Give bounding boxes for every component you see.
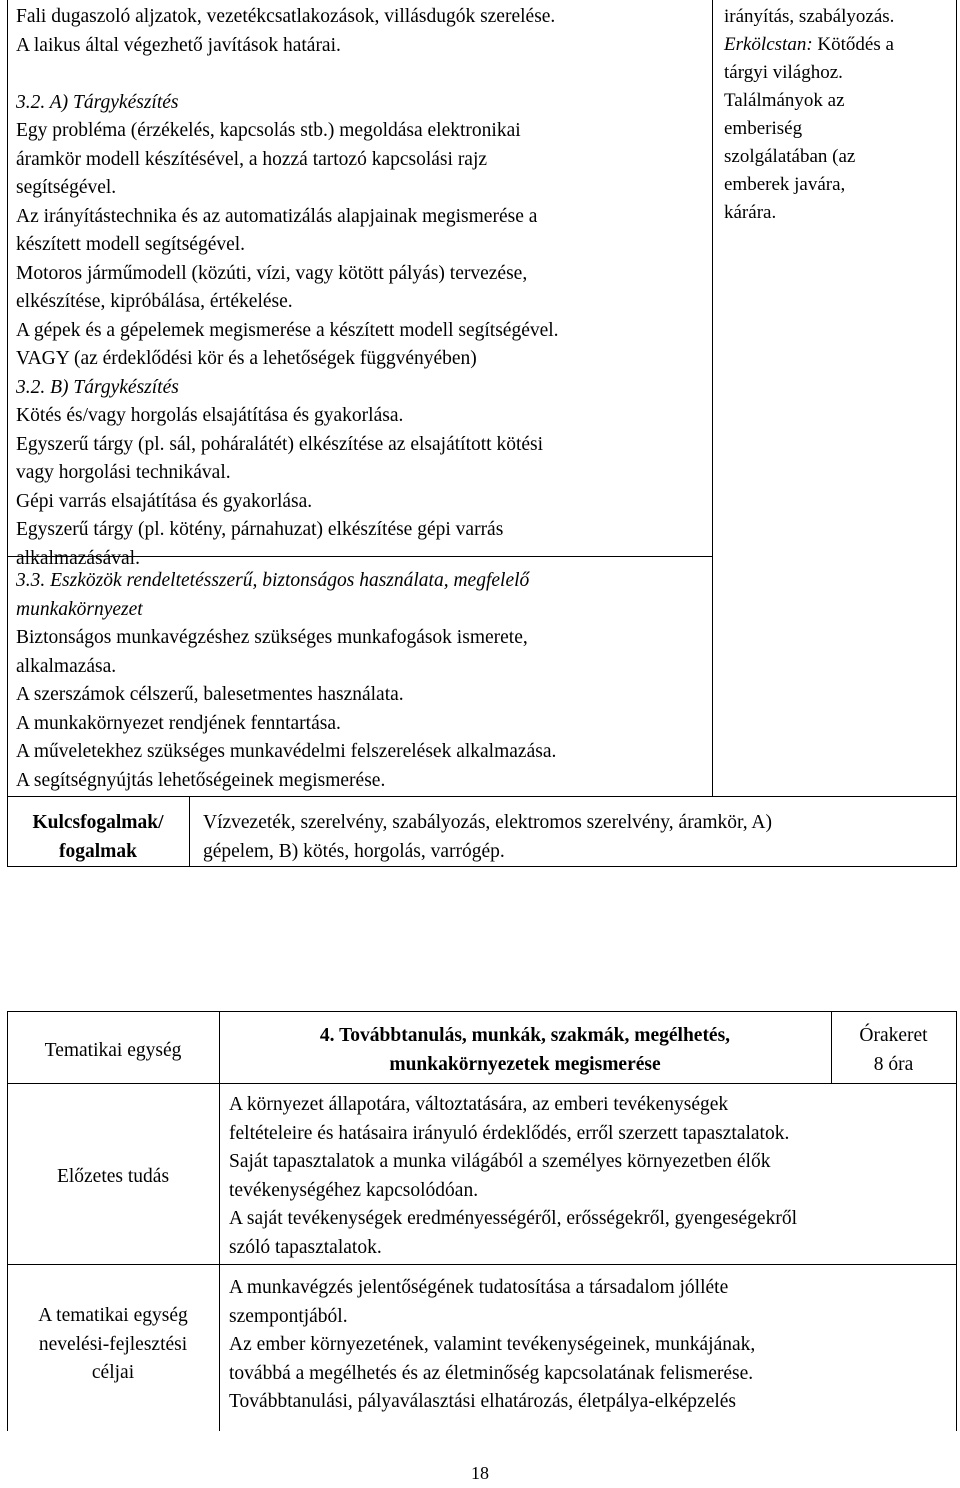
right-line-0: Kötődés a (817, 34, 894, 55)
text-line: Kötés és/vagy horgolás elsajátítása és gyakorlása. (16, 405, 404, 426)
table1-key-divider (189, 797, 190, 867)
table1-bottom-border (7, 866, 957, 867)
prior-line: tevékenységéhez kapcsolódóan. (229, 1179, 479, 1201)
table1-border-left (7, 0, 8, 867)
text-line: Egyszerű tárgy (pl. kötény, párnahuzat) elkészítése gépi varrás (16, 519, 504, 540)
hours-label: Órakeret (859, 1025, 928, 1046)
text-line: vagy horgolási technikával. (16, 462, 231, 483)
goals-line: Az ember környezetének, valamint tevékenységeinek, munkájának, (229, 1334, 756, 1355)
text-line: 3.2. B) Tárgykészítés (16, 376, 179, 398)
key-label-line-2: fogalmak (59, 840, 137, 862)
text-line: 3.2. A) Tárgykészítés (16, 91, 179, 113)
key-concepts-label (7, 809, 189, 866)
text-line: Motoros járműmodell (közúti, vízi, vagy kötött pályás) tervezése, (16, 262, 528, 284)
text-line: Fali dugaszoló aljzatok, vezetékcsatlakozások, villásdugók szerelése. (16, 6, 556, 27)
text-line: A laikus által végezhető javítások határai. (16, 34, 341, 56)
text-line: A szerszámok célszerű, balesetmentes használata. (16, 684, 404, 705)
text-line: Az irányítástechnika és az automatizálás alapjainak megismerése a (16, 205, 538, 227)
unit-label: Tematikai egység (44, 1040, 182, 1061)
text-line: VAGY (az érdeklődési kör és a lehetőségek függvényében) (16, 348, 477, 369)
table1-left-content-safety (16, 567, 556, 795)
key-concepts-value (203, 809, 772, 866)
goals-label-line-3: céljai (91, 1362, 135, 1383)
key-value-line-2: gépelem, B) kötés, horgolás, varrógép. (203, 840, 505, 862)
hours-value: 8 óra (873, 1053, 914, 1075)
right-first-line: irányítás, szabályozás. (724, 6, 895, 27)
text-line: munkakörnyezet (16, 598, 143, 620)
text-line: A segítségnyújtás lehetőségeinek megismerése. (16, 769, 386, 791)
text-line: áramkör modell készítésével, a hozzá tartozó kapcsolási rajz (16, 148, 488, 170)
table2-row-sep-2 (7, 1264, 957, 1265)
text-line: A műveletekhez szükséges munkavédelmi felszerelések alkalmazása. (16, 741, 557, 762)
prior-line: A környezet állapotára, változtatására, az emberi tevékenységek (229, 1094, 729, 1115)
prior-knowledge-content (229, 1091, 797, 1262)
prior-line: Saját tapasztalatok a munka világából a személyes környezetben élők (229, 1151, 771, 1172)
hours-box (831, 1022, 956, 1079)
text-line: A munkakörnyezet rendjének fenntartása. (16, 712, 341, 734)
goals-line: Továbbtanulási, pályaválasztási elhatározás, életpálya-elképzelés (229, 1391, 737, 1412)
text-line: Gépi varrás elsajátítása és gyakorlása. (16, 490, 313, 512)
text-line: készített modell segítségével. (16, 234, 246, 255)
text-line: alkalmazásával. (16, 547, 140, 569)
table1-border-right (956, 0, 957, 867)
right-line-2: Találmányok az (724, 90, 845, 111)
goals-content (229, 1274, 755, 1417)
table1-row-sep-2 (7, 796, 957, 797)
text-line: Egyszerű tárgy (pl. sál, poháralátét) elkészítése az elsajátított kötési (16, 433, 544, 455)
text-line: segítségével. (16, 177, 117, 198)
table2-top-border (7, 1011, 957, 1012)
goals-line: szempontjából. (229, 1305, 348, 1327)
text-line: Egy probléma (érzékelés, kapcsolás stb.) megoldása elektronikai (16, 120, 521, 141)
goals-line: továbbá a megélhetés és az életminőség kapcsolatának felismerése. (229, 1362, 754, 1384)
goals-label-line-1: A tematikai egység (38, 1305, 188, 1326)
table2-border-right (956, 1011, 957, 1431)
table1-left-content (16, 3, 559, 573)
page-number: 18 (471, 1463, 489, 1483)
goals-label (7, 1302, 219, 1388)
right-line-6: kárára. (724, 202, 777, 223)
right-line-4: szolgálatában (az (724, 146, 856, 167)
table2-row-sep-1 (7, 1083, 957, 1084)
text-line: alkalmazása. (16, 655, 117, 677)
prior-line: A saját tevékenységek eredményességéről, erősségekről, gyengeségekről (229, 1208, 797, 1229)
unit-title (219, 1022, 831, 1079)
right-line-1: tárgyi világhoz. (724, 62, 843, 83)
goals-line: A munkavégzés jelentőségének tudatosítása a társadalom jólléte (229, 1277, 729, 1298)
goals-label-line-2: nevelési-fejlesztési (38, 1333, 188, 1355)
right-line-5: emberek javára, (724, 174, 846, 195)
prior-line: szóló tapasztalatok. (229, 1236, 382, 1258)
text-line: elkészítése, kipróbálása, értékelése. (16, 291, 293, 312)
text-line: 3.3. Eszközök rendeltetésszerű, biztonságos használata, megfelelő (16, 570, 530, 591)
text-line: Biztonságos munkavégzéshez szükséges munkafogások ismerete, (16, 627, 528, 648)
right-line-3: emberiség (724, 118, 803, 139)
table1-right-content (724, 3, 894, 227)
prior-line: feltételeire és hatásaira irányuló érdeklődés, erről szerzett tapasztalatok. (229, 1122, 790, 1144)
text-line: A gépek és a gépelemek megismerése a készített modell segítségével. (16, 319, 559, 341)
unit-title-line-2: munkakörnyezetek megismerése (389, 1053, 661, 1075)
ethics-label: Erkölcstan: (724, 34, 813, 55)
key-label-line-1: Kulcsfogalmak/ (32, 812, 164, 833)
prior-knowledge-label: Előzetes tudás (56, 1166, 170, 1187)
unit-title-line-1: 4. Továbbtanulás, munkák, szakmák, megélhetés, (319, 1025, 731, 1046)
text-line (16, 60, 559, 89)
table1-divider-center (712, 0, 713, 797)
key-value-line-1: Vízvezeték, szerelvény, szabályozás, elektromos szerelvény, áramkör, A) (203, 812, 772, 833)
